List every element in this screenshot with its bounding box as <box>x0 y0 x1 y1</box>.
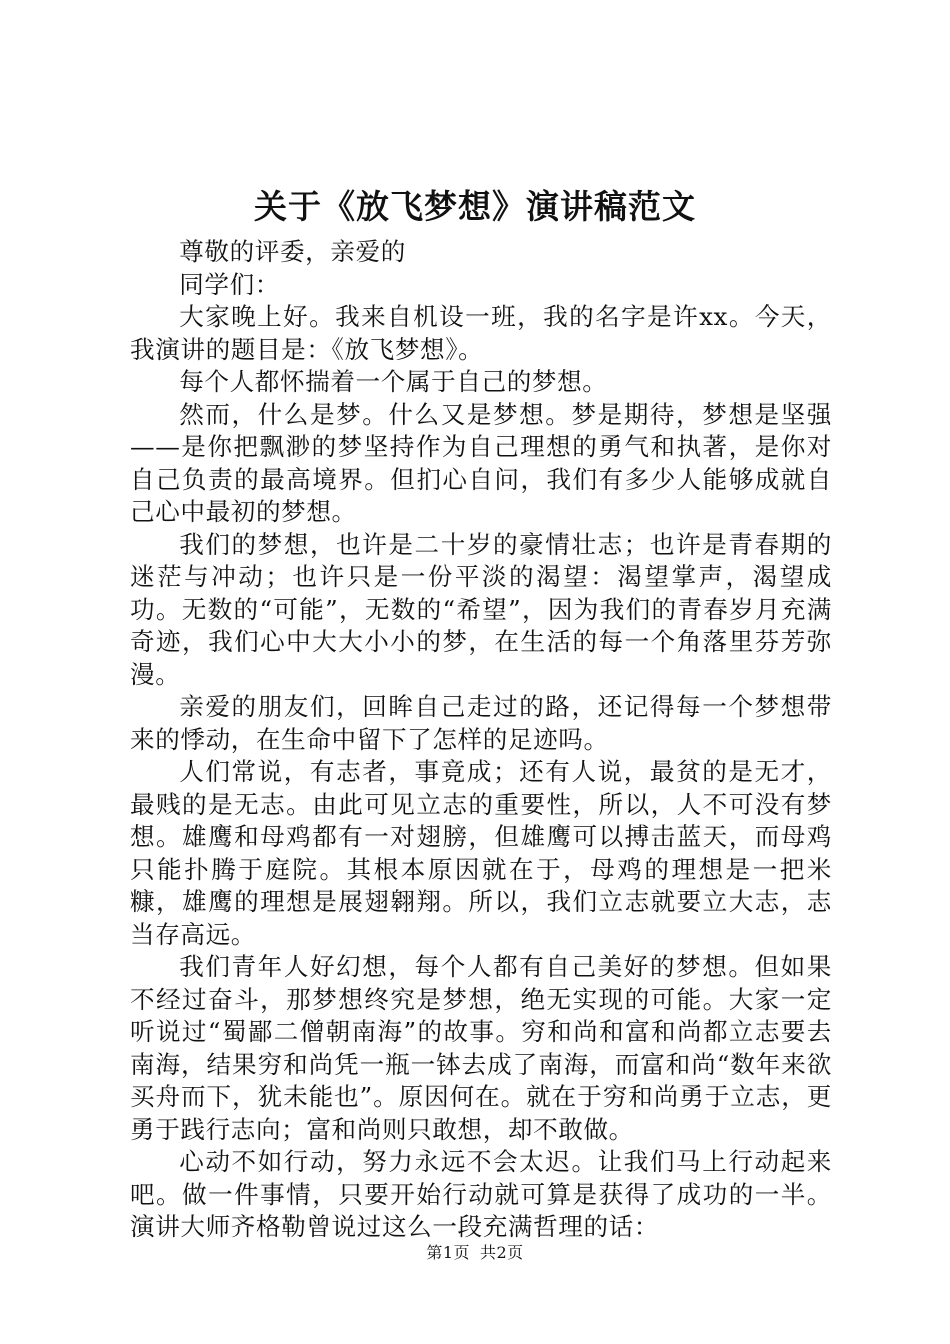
paragraph: 然而，什么是梦。什么又是梦想。梦是期待，梦想是坚强——是你把飘渺的梦坚持作为自己理想的勇气和执著，是你对自己负责的最高境界。但扪心自问，我们有多少人能够成就自己心中最初的梦想。 <box>130 399 832 526</box>
page-footer <box>0 1241 950 1265</box>
paragraph-intro: 大家晚上好。我来自机设一班，我的名字是许xx。今天，我演讲的题目是：《放飞梦想》。 <box>130 302 832 364</box>
paragraph: 亲爱的朋友们，回眸自己走过的路，还记得每一个梦想带来的悸动，在生命中留下了怎样的足迹吗。 <box>130 692 832 754</box>
paragraph: 人们常说，有志者，事竟成；还有人说，最贫的是无才，最贱的是无志。由此可见立志的重要性，所以，人不可没有梦想。雄鹰和母鸡都有一对翅膀，但雄鹰可以搏击蓝天，而母鸡只能扑腾于庭院。其根本原因就在于，母鸡的理想是一把米糠，雄鹰的理想是展翅翱翔。所以，我们立志就要立大志，志当存高远。 <box>130 757 832 949</box>
paragraph: 心动不如行动，努力永远不会太迟。让我们马上行动起来吧。做一件事情，只要开始行动就可算是获得了成功的一半。演讲大师齐格勒曾说过这么一段充满哲理的话： <box>130 1147 832 1241</box>
paragraph-salutation-2: 同学们： <box>179 269 280 299</box>
paragraph-salutation-1: 尊敬的评委，亲爱的 <box>179 237 406 266</box>
paragraph: 我们青年人好幻想，每个人都有自己美好的梦想。但如果不经过奋斗，那梦想终究是梦想，绝无实现的可能。大家一定听说过“蜀鄙二僧朝南海”的故事。穷和尚和富和尚都立志要去南海，结果穷和尚凭一瓶一钵去成了南海，而富和尚“数年来欲买舟而下，犹未能也”。原因何在。就在于穷和尚勇于立志，更勇于践行志向；富和尚则只敢想，却不敢做。 <box>130 952 832 1144</box>
paragraph: 我们的梦想，也许是二十岁的豪情壮志；也许是青春期的迷茫与冲动；也许只是一份平淡的渴望：渴望掌声，渴望成功。无数的“可能”，无数的“希望”，因为我们的青春岁月充满奇迹，我们心中大大小小的梦，在生活的每一个角落里芬芳弥漫。 <box>130 529 832 689</box>
document-title: 关于《放飞梦想》演讲稿范文 <box>254 187 696 226</box>
paragraph: 每个人都怀揣着一个属于自己的梦想。 <box>179 367 608 396</box>
page-total: 共2页 <box>480 1243 524 1262</box>
page-number: 第1页 <box>426 1243 470 1262</box>
document-body <box>130 236 832 1244</box>
